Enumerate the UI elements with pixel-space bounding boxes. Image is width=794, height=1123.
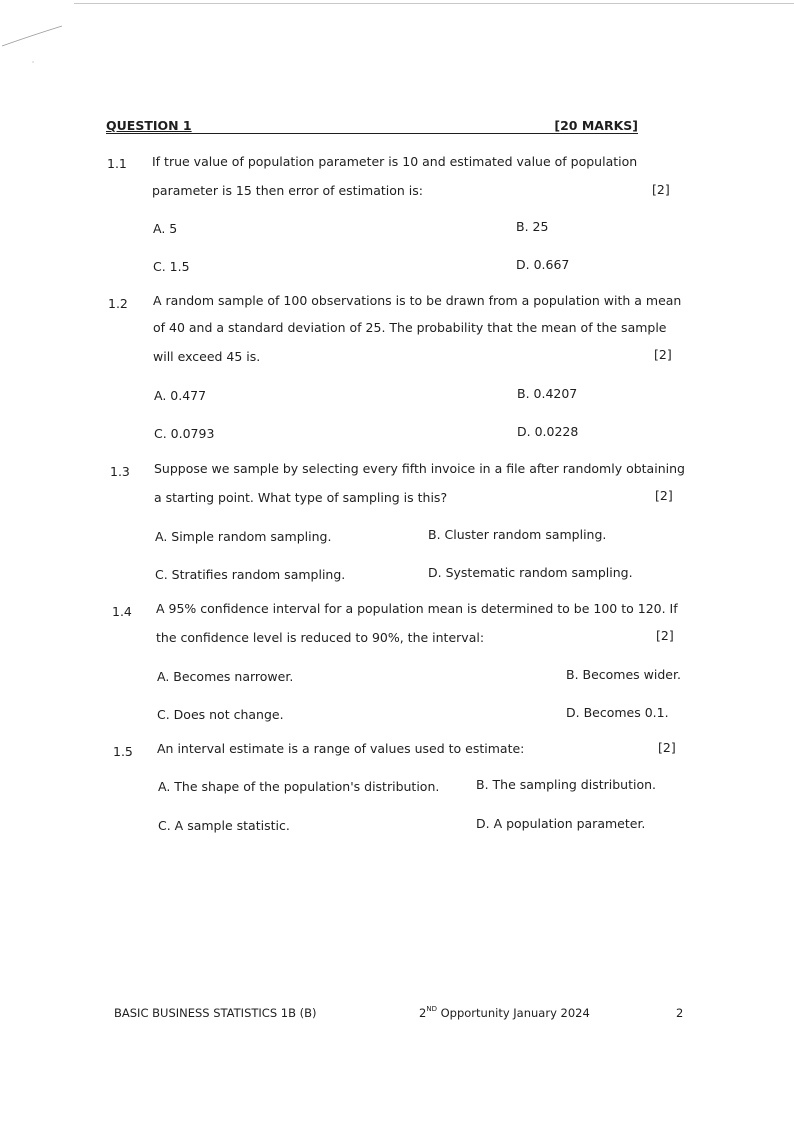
question-title: QUESTION 1 xyxy=(106,118,192,133)
option-a: A. Becomes narrower. xyxy=(157,669,294,684)
option-c: C. 1.5 xyxy=(153,259,190,274)
option-b: B. 25 xyxy=(516,219,549,234)
question-text-line: of 40 and a standard deviation of 25. The probability that the mean of the sample xyxy=(153,320,667,335)
option-c: C. 0.0793 xyxy=(154,426,215,441)
option-d: D. 0.667 xyxy=(516,257,570,272)
option-a: A. The shape of the population's distribution. xyxy=(158,779,440,794)
footer-opportunity-text: Opportunity January 2024 xyxy=(436,1006,590,1020)
option-d: D. A population parameter. xyxy=(476,816,646,831)
option-a: A. Simple random sampling. xyxy=(155,529,332,544)
option-b: B. The sampling distribution. xyxy=(476,777,657,792)
footer-opportunity-number: 2 xyxy=(419,1006,427,1020)
question-marks: [2] xyxy=(654,347,672,362)
question-text-line: a starting point. What type of sampling is this? xyxy=(154,490,448,505)
option-b: B. Cluster random sampling. xyxy=(428,527,607,542)
question-text-line: A random sample of 100 observations is to be drawn from a population with a mean xyxy=(153,293,682,308)
question-marks: [2] xyxy=(656,628,674,643)
question-marks: [2] xyxy=(655,488,673,503)
footer-course-title: BASIC BUSINESS STATISTICS 1B (B) xyxy=(114,1006,317,1020)
question-total-marks: [20 MARKS] xyxy=(554,118,638,133)
footer-page-number: 2 xyxy=(676,1006,684,1020)
question-text-line: A 95% confidence interval for a population mean is determined to be 100 to 120. If xyxy=(156,601,678,616)
footer-opportunity xyxy=(419,1006,590,1020)
footer-opportunity-suffix: ND xyxy=(426,1005,437,1013)
question-text-line: will exceed 45 is. xyxy=(153,349,261,364)
option-d: D. 0.0228 xyxy=(517,424,579,439)
question-number: 1.2 xyxy=(108,296,128,311)
scan-edge-line xyxy=(74,3,794,4)
question-marks: [2] xyxy=(652,182,670,197)
question-heading xyxy=(106,118,638,134)
question-text-line: If true value of population parameter is 10 and estimated value of population xyxy=(152,154,638,169)
question-text-line: parameter is 15 then error of estimation is: xyxy=(152,183,423,198)
question-marks: [2] xyxy=(658,740,676,755)
option-c: C. A sample statistic. xyxy=(158,818,290,833)
option-c: C. Does not change. xyxy=(157,707,284,722)
option-a: A. 0.477 xyxy=(154,388,207,403)
option-b: B. Becomes wider. xyxy=(566,667,681,682)
question-number: 1.4 xyxy=(112,604,132,619)
question-text-line: the confidence level is reduced to 90%, the interval: xyxy=(156,630,485,645)
option-d: D. Becomes 0.1. xyxy=(566,705,669,720)
option-a: A. 5 xyxy=(153,221,178,236)
pen-stroke-mark xyxy=(0,0,80,70)
question-text-line: An interval estimate is a range of values used to estimate: xyxy=(157,741,525,756)
question-number: 1.3 xyxy=(110,464,130,479)
option-d: D. Systematic random sampling. xyxy=(428,565,633,580)
question-number: 1.1 xyxy=(107,156,127,171)
option-b: B. 0.4207 xyxy=(517,386,578,401)
option-c: C. Stratifies random sampling. xyxy=(155,567,346,582)
question-text-line: Suppose we sample by selecting every fifth invoice in a file after randomly obtaining xyxy=(154,461,685,476)
question-number: 1.5 xyxy=(113,744,133,759)
